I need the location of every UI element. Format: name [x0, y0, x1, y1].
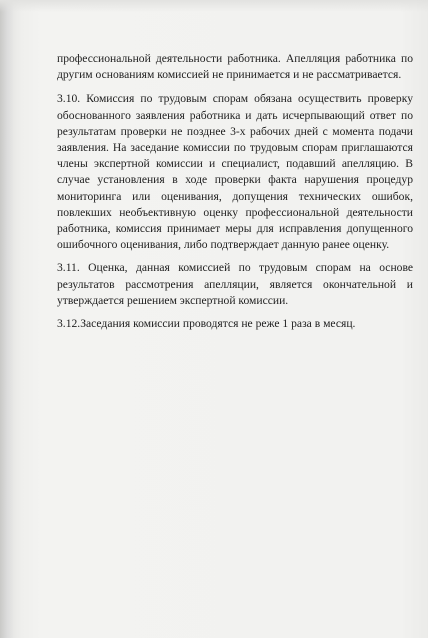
- page-top-shadow: [0, 0, 428, 12]
- paragraph-3-11: 3.11. Оценка, данная комиссией по трудовым спорам на основе результатов рассмотрения апелляции, является окончательной и утверждается решением экспертной комиссии.: [57, 261, 413, 307]
- paragraph-continuation: профессиональной деятельности работника. Апелляция работника по другим основаниям комиссией не принимается и не рассматривается.: [57, 52, 413, 82]
- document-body: [57, 51, 413, 339]
- paragraph-3-10: 3.10. Комиссия по трудовым спорам обязана осуществить проверку обоснованного заявления работника и дать исчерпывающий ответ по результатам проверки не позднее 3-х рабочих дней с момента подачи заявления. На заседание комиссии по трудовым спорам приглашаются члены экспертной комиссии и специалист, подавший апелляцию. В случае установления в ходе проверки факта нарушения процедур мониторинга или оценивания, допущения технических ошибок, повлекших необъективную оценку профессиональной деятельности работника, комиссия принимает меры для исправления допущенного ошибочного оценивания, либо подтверждает данную ранее оценку.: [57, 92, 413, 252]
- paragraph-3-12: 3.12.Заседания комиссии проводятся не реже 1 раза в месяц.: [57, 317, 356, 331]
- page-binding-shadow: [0, 0, 14, 638]
